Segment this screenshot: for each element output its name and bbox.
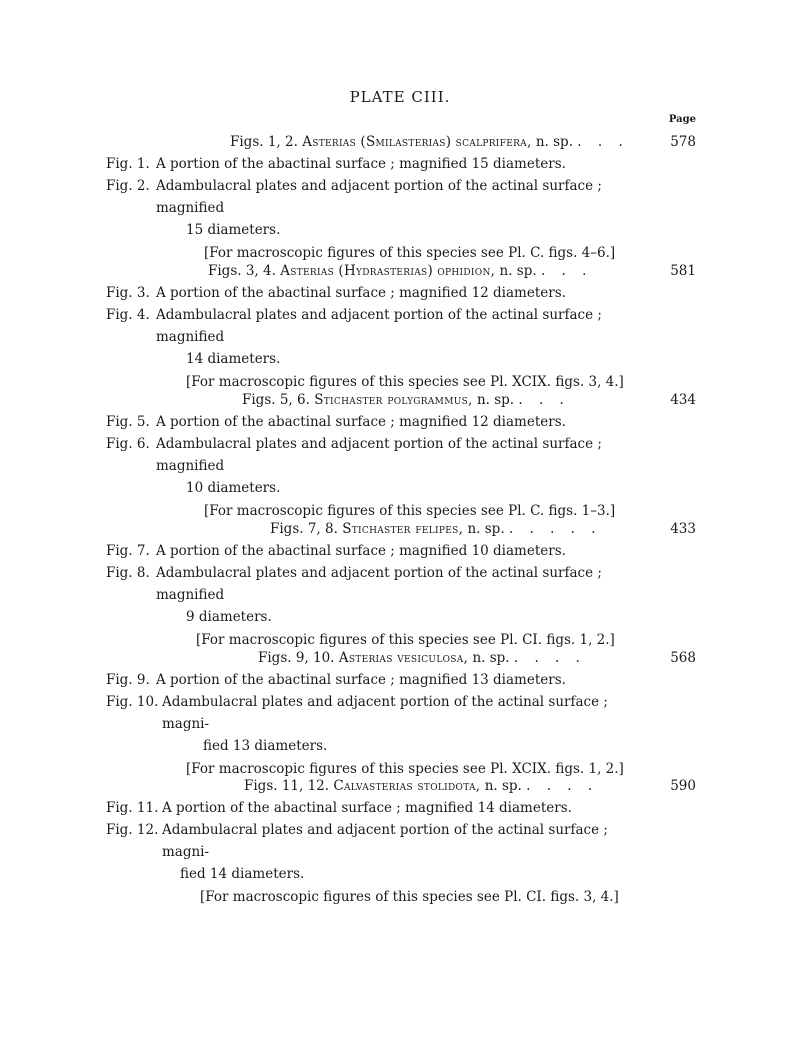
leader-dots: . . . (540, 263, 593, 279)
species-heading (0, 518, 800, 540)
species-suffix: n. sp. (472, 650, 510, 666)
plate-section (0, 260, 800, 394)
figs-ref: Figs. 3, 4. (208, 263, 276, 279)
fig-label: Fig. 8. (106, 565, 150, 581)
species-name: scalprifera, (455, 134, 532, 150)
fig-label: Fig. 11. (106, 800, 159, 816)
fig-label: Fig. 1. (106, 156, 150, 172)
species-heading (0, 260, 800, 282)
plate-title: PLATE CIII. (349, 88, 451, 106)
figs-ref: Figs. 7, 8. (270, 521, 338, 537)
fig-entry (0, 691, 800, 735)
fig-label: Fig. 5. (106, 414, 150, 430)
species-suffix: n. sp. (476, 392, 515, 408)
page-number: 578 (670, 134, 696, 150)
fig-description-continued: fied 14 diameters. (180, 866, 305, 882)
leader-dots: . . . . (526, 778, 599, 794)
leader-dots: . . . . (513, 650, 586, 666)
leader-dots: . . . (518, 392, 570, 408)
fig-label: Fig. 6. (106, 436, 150, 452)
plate-section (0, 647, 800, 781)
species-suffix: n. sp. (467, 521, 505, 537)
fig-label: Fig. 12. (106, 822, 159, 838)
genus-name: Asterias (302, 134, 357, 150)
fig-description: A portion of the abactinal surface ; magnified 10 diameters. (156, 543, 566, 559)
fig-entry (0, 819, 800, 863)
species-heading (0, 775, 800, 797)
species-heading (0, 389, 800, 411)
fig-label: Fig. 9. (106, 672, 150, 688)
species-heading (0, 131, 800, 153)
fig-description: A portion of the abactinal surface ; magnified 12 diameters. (156, 414, 566, 430)
species-heading (0, 647, 800, 669)
figs-ref: Figs. 11, 12. (244, 778, 330, 794)
fig-description: Adambulacral plates and adjacent portion of the actinal surface ; magnified (156, 307, 602, 345)
fig-description: A portion of the abactinal surface ; magnified 12 diameters. (156, 285, 566, 301)
page-number: 433 (670, 521, 696, 537)
fig-description: Adambulacral plates and adjacent portion of the actinal surface ; magnified (156, 565, 602, 603)
page-number: 434 (670, 392, 696, 408)
fig-entry (0, 304, 800, 348)
fig-description-continued: 14 diameters. (186, 351, 281, 367)
species-suffix: n. sp. (484, 778, 522, 794)
fig-label: Fig. 4. (106, 307, 150, 323)
fig-label: Fig. 2. (106, 178, 150, 194)
macroscopic-note: [For macroscopic figures of this species see Pl. XCIX. figs. 1, 2.] (186, 761, 624, 777)
leader-dots: . . . (577, 134, 629, 150)
plate-section (0, 775, 800, 909)
fig-description: A portion of the abactinal surface ; magnified 13 diameters. (156, 672, 566, 688)
plate-section (0, 389, 800, 523)
fig-label: Fig. 3. (106, 285, 150, 301)
fig-entry (0, 540, 800, 562)
macroscopic-note: [For macroscopic figures of this species see Pl. CI. figs. 1, 2.] (196, 632, 615, 648)
subgenus-name: (Hydrasterias) (338, 263, 434, 279)
fig-description: Adambulacral plates and adjacent portion of the actinal surface ; magni- (162, 822, 608, 860)
plate-section (0, 518, 800, 652)
fig-description: Adambulacral plates and adjacent portion of the actinal surface ; magnified (156, 436, 602, 474)
genus-name: Asterias vesiculosa, (338, 650, 469, 666)
species-suffix: n. sp. (535, 134, 573, 150)
genus-name: Stichaster polygrammus, (314, 392, 473, 408)
subgenus-name: (Smilasterias) (360, 134, 452, 150)
fig-label: Fig. 10. (106, 694, 159, 710)
macroscopic-note: [For macroscopic figures of this species see Pl. CI. figs. 3, 4.] (200, 889, 619, 905)
fig-description-continued: 10 diameters. (186, 480, 281, 496)
leader-dots: . . . . . (508, 521, 602, 537)
fig-description-continued: fied 13 diameters. (203, 738, 328, 754)
genus-name: Stichaster felipes, (342, 521, 464, 537)
species-suffix: n. sp. (499, 263, 537, 279)
fig-entry (0, 433, 800, 477)
genus-name: Calvasterias stolidota, (333, 778, 481, 794)
fig-label: Fig. 7. (106, 543, 150, 559)
fig-entry (0, 411, 800, 433)
fig-description: A portion of the abactinal surface ; magnified 14 diameters. (162, 800, 572, 816)
species-name: ophidion, (437, 263, 496, 279)
fig-description: A portion of the abactinal surface ; magnified 15 diameters. (156, 156, 566, 172)
fig-description: Adambulacral plates and adjacent portion of the actinal surface ; magni- (162, 694, 608, 732)
genus-name: Asterias (280, 263, 335, 279)
fig-description-continued: 9 diameters. (186, 609, 272, 625)
fig-entry (0, 153, 800, 175)
figs-ref: Figs. 9, 10. (258, 650, 335, 666)
fig-entry (0, 175, 800, 219)
page-number: 568 (670, 650, 696, 666)
fig-description-continued: 15 diameters. (186, 222, 281, 238)
macroscopic-note: [For macroscopic figures of this species see Pl. C. figs. 4–6.] (204, 245, 616, 261)
fig-description: Adambulacral plates and adjacent portion of the actinal surface ; magnified (156, 178, 602, 216)
plate-section (0, 131, 800, 265)
fig-entry (0, 282, 800, 304)
page-number: 590 (670, 778, 696, 794)
macroscopic-note: [For macroscopic figures of this species see Pl. C. figs. 1–3.] (204, 503, 616, 519)
figs-ref: Figs. 5, 6. (242, 392, 310, 408)
page-column-label: Page (668, 114, 696, 125)
fig-entry (0, 669, 800, 691)
fig-entry (0, 562, 800, 606)
page-number: 581 (670, 263, 696, 279)
figs-ref: Figs. 1, 2. (230, 134, 298, 150)
macroscopic-note: [For macroscopic figures of this species see Pl. XCIX. figs. 3, 4.] (186, 374, 624, 390)
fig-entry (0, 797, 800, 819)
